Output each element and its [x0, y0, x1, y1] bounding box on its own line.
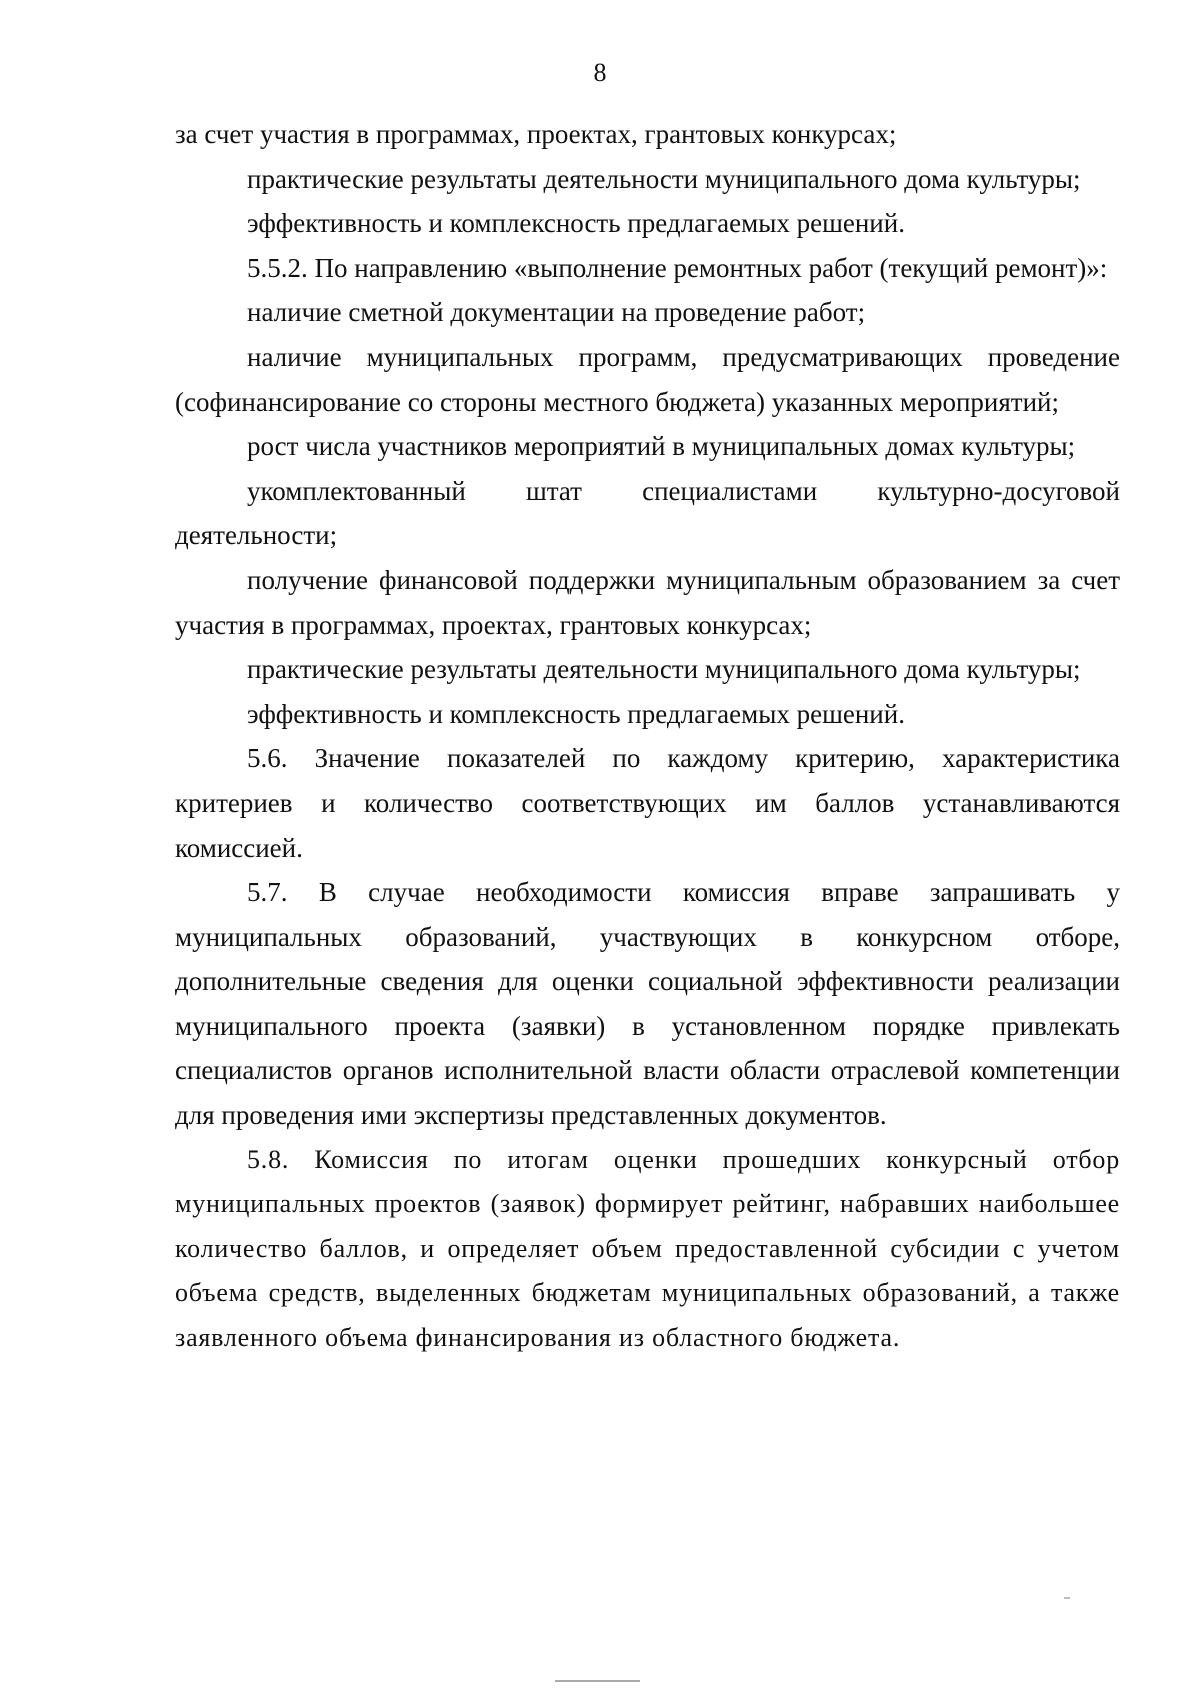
paragraph-5-7: 5.7. В случае необходимости комиссия вправе запрашивать у муниципальных образований, участвующих в конкурсном отборе, дополнительные сведения для оценки социальной эффективности реализации муниципального проекта (заявки) в установленном порядке привлекать специалистов органов исполнительной власти области отраслевой компетенции для проведения ими экспертизы представленных документов.	[175, 877, 1120, 1131]
paragraph-5-5-2: 5.5.2. По направлению «выполнение ремонтных работ (текущий ремонт)»:	[247, 252, 1108, 283]
page-number: 8	[593, 58, 607, 87]
paragraph-5-8: 5.8. Комиссия по итогам оценки прошедших конкурсный отбор муниципальных проектов (заявок) формирует рейтинг, набравших наибольшее количество баллов, и определяет объем предоставленной субсидии с учетом объема средств, выделенных бюджетам муниципальных образований, а также заявленного объема финансирования из областного бюджета.	[175, 1144, 1120, 1353]
paragraph-criterion-municipal-programs: наличие муниципальных программ, предусматривающих проведение (софинансирование со стороны местного бюджета) указанных мероприятий;	[175, 341, 1120, 417]
paragraph-criterion-efficiency: эффективность и комплексность предлагаемых решений.	[247, 208, 905, 239]
paragraph-criterion-estimate-documentation: наличие сметной документации на проведение работ;	[247, 297, 866, 328]
paragraph-criterion-financial-support: получение финансовой поддержки муниципальным образованием за счет участия в программах, проектах, грантовых конкурсах;	[175, 564, 1120, 640]
paragraph-criterion-staffing: укомплектованный штат специалистами культурно-досуговой деятельности;	[175, 475, 1120, 551]
paragraph-criterion-participation-continued: за счет участия в программах, проектах, грантовых конкурсах;	[175, 119, 897, 149]
paragraph-criterion-participant-growth: рост числа участников мероприятий в муниципальных домах культуры;	[247, 431, 1076, 462]
document-body	[175, 112, 1120, 1361]
paragraph-5-6: 5.6. Значение показателей по каждому критерию, характеристика критериев и количество соответствующих им баллов устанавливаются комиссией.	[175, 743, 1120, 863]
paragraph-criterion-efficiency-2: эффективность и комплексность предлагаемых решений.	[247, 698, 905, 729]
paragraph-criterion-practical-results-2: практические результаты деятельности муниципального дома культуры;	[247, 654, 1081, 685]
paragraph-criterion-practical-results: практические результаты деятельности муниципального дома культуры;	[247, 163, 1081, 194]
